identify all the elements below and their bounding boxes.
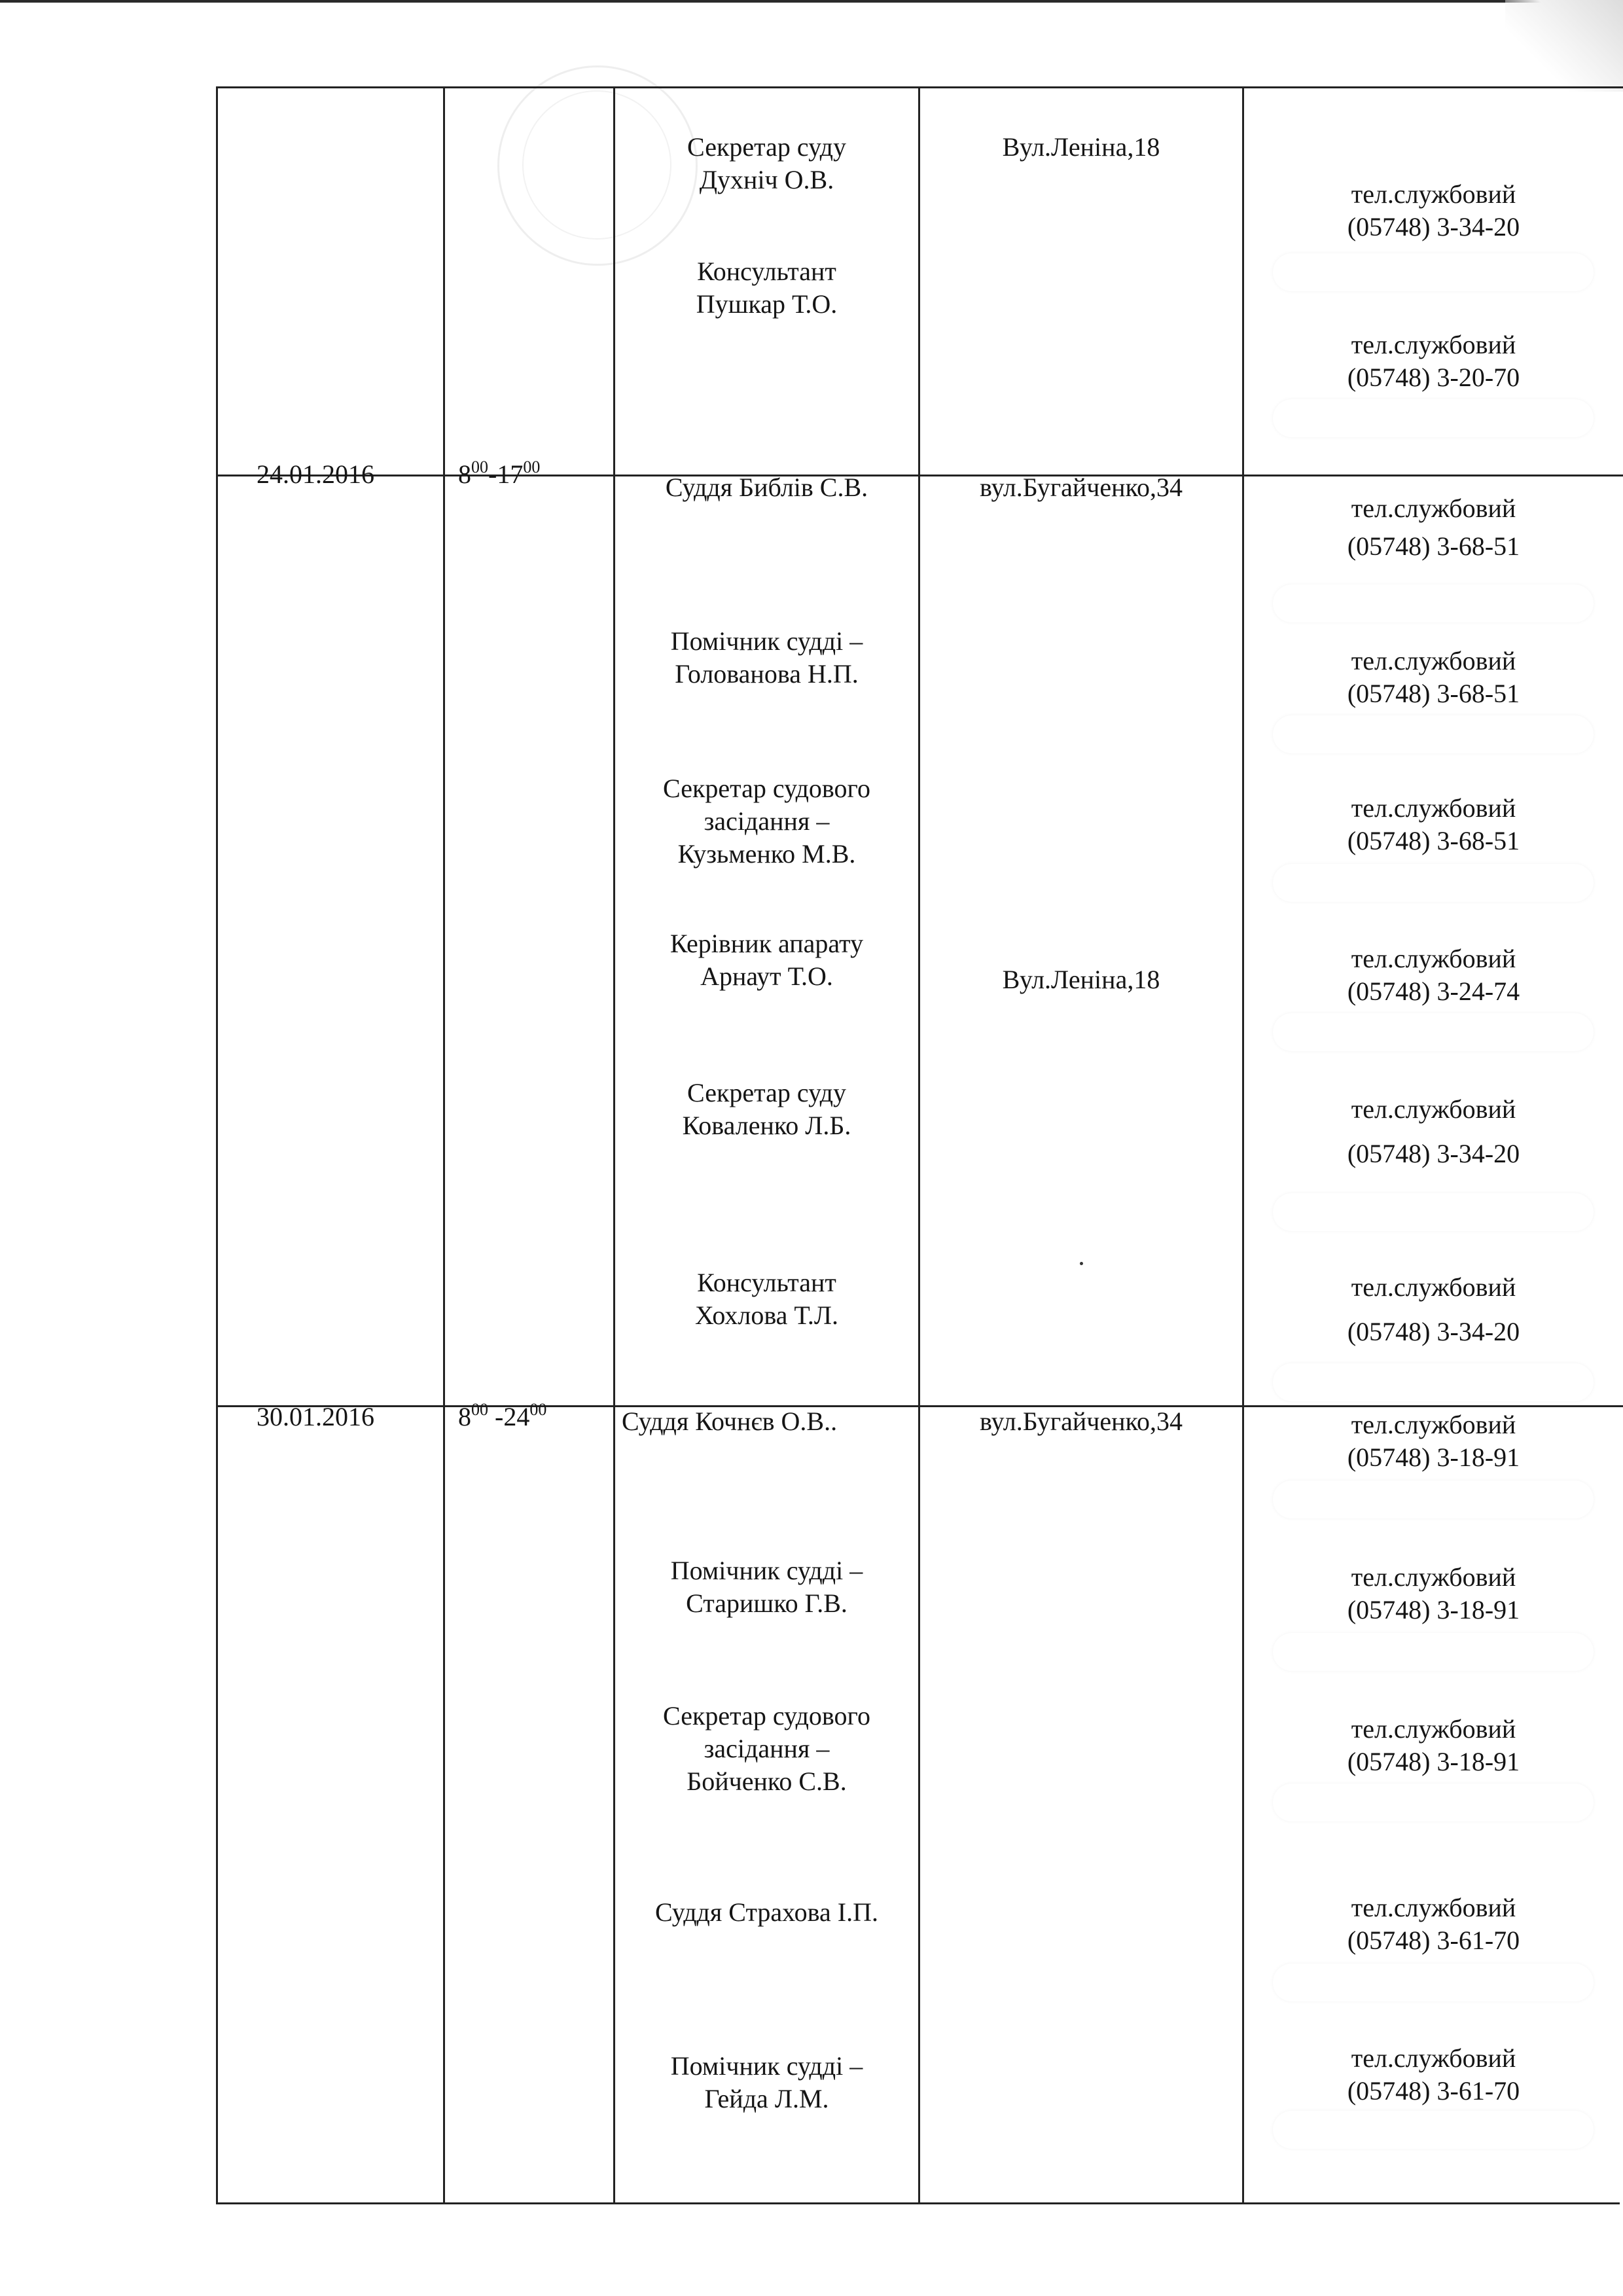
position-text: Консультант bbox=[697, 257, 836, 286]
redaction-mark bbox=[1273, 1363, 1594, 1401]
person-name: Коваленко Л.Б. bbox=[682, 1111, 851, 1140]
table-row bbox=[615, 1077, 918, 1142]
hours-end-minutes: 00 bbox=[529, 1400, 547, 1419]
person-name: Голованова Н.П. bbox=[675, 659, 859, 689]
redaction-mark bbox=[1273, 1480, 1594, 1518]
page-top-edge bbox=[0, 0, 1623, 13]
phone-label: тел.службовий bbox=[1351, 646, 1516, 675]
person-name: Духнiч О.В. bbox=[699, 165, 834, 194]
position-text: Консультант bbox=[697, 1268, 836, 1297]
position-text: Секретар суду bbox=[687, 132, 846, 162]
position-text: засiдання – bbox=[704, 1734, 830, 1763]
phone-cell bbox=[1244, 178, 1623, 243]
position-text: Секретар судового bbox=[663, 774, 870, 803]
duty-date: 24.01.2016 bbox=[257, 459, 374, 489]
ink-speck bbox=[1080, 1262, 1083, 1265]
duty-hours bbox=[458, 458, 540, 491]
redaction-mark bbox=[1273, 1633, 1594, 1671]
redaction-mark bbox=[1273, 1193, 1594, 1231]
hours-end: 17 bbox=[497, 459, 524, 489]
phone-number: (05748) 3-68-51 bbox=[1347, 679, 1520, 708]
table-row bbox=[615, 255, 918, 321]
hours-start-minutes: 00 bbox=[471, 457, 488, 476]
position-text: Помiчник суддi – bbox=[670, 2051, 863, 2081]
hours-start: 8 bbox=[458, 459, 471, 489]
phone-cell bbox=[1244, 1271, 1623, 1348]
phone-label: тел.службовий bbox=[1351, 330, 1516, 359]
phone-label: тел.службовий bbox=[1351, 1410, 1516, 1439]
phone-cell bbox=[1244, 492, 1623, 563]
phone-cell bbox=[1244, 1408, 1623, 1474]
phone-number: (05748) 3-34-20 bbox=[1347, 212, 1520, 242]
table-row bbox=[615, 2050, 918, 2115]
phone-cell bbox=[1244, 1713, 1623, 1778]
position-text: Помiчник суддi – bbox=[670, 626, 863, 656]
phone-number: (05748) 3-61-70 bbox=[1347, 2076, 1520, 2106]
phone-label: тел.службовий bbox=[1351, 1562, 1516, 1592]
hours-end-minutes: 00 bbox=[523, 457, 541, 476]
hours-end: 24 bbox=[503, 1402, 530, 1431]
redaction-mark bbox=[1273, 584, 1594, 622]
phone-cell bbox=[1244, 942, 1623, 1008]
person-name: Кузьменко М.В. bbox=[677, 839, 856, 869]
person-name: Гейда Л.М. bbox=[704, 2084, 829, 2113]
address-text: вул.Бугайченко,34 bbox=[980, 473, 1183, 502]
table-row bbox=[615, 1554, 918, 1620]
redaction-mark bbox=[1273, 864, 1594, 902]
phone-number: (05748) 3-18-91 bbox=[1347, 1747, 1520, 1776]
table-row bbox=[615, 1896, 918, 1929]
hours-separator: - bbox=[488, 459, 497, 489]
phone-label: тел.службовий bbox=[1351, 944, 1516, 973]
table-row bbox=[615, 625, 918, 691]
redaction-mark bbox=[1273, 715, 1594, 753]
person-name: Старишко Г.В. bbox=[686, 1588, 847, 1618]
phone-cell bbox=[1244, 792, 1623, 857]
address-text: Вул.Ленiна,18 bbox=[1002, 965, 1160, 994]
position-text: Секретар судового bbox=[663, 1701, 870, 1731]
phone-cell bbox=[1244, 1561, 1623, 1626]
table-col-rule-3 bbox=[613, 86, 615, 2204]
phone-cell bbox=[1244, 2042, 1623, 2108]
hours-separator: - bbox=[488, 1402, 504, 1431]
phone-number: (05748) 3-34-20 bbox=[1347, 1139, 1520, 1168]
phone-cell bbox=[1244, 1892, 1623, 1957]
phone-cell bbox=[1244, 645, 1623, 710]
table-row bbox=[615, 1266, 918, 1332]
table-row bbox=[615, 131, 918, 196]
phone-number: (05748) 3-18-91 bbox=[1347, 1595, 1520, 1624]
phone-cell bbox=[1244, 1093, 1623, 1170]
table-col-rule-1 bbox=[216, 86, 218, 2204]
table-col-rule-4 bbox=[918, 86, 920, 2204]
redaction-mark bbox=[1273, 1784, 1594, 1821]
table-col-rule-2 bbox=[443, 86, 445, 2204]
phone-label: тел.службовий bbox=[1351, 179, 1516, 209]
phone-number: (05748) 3-61-70 bbox=[1347, 1926, 1520, 1955]
phone-label: тел.службовий bbox=[1351, 1094, 1516, 1124]
redaction-mark bbox=[1273, 399, 1594, 437]
phone-number: (05748) 3-34-20 bbox=[1347, 1317, 1520, 1346]
phone-cell bbox=[1244, 329, 1623, 394]
position-text: Помiчник суддi – bbox=[670, 1556, 863, 1585]
address-text: вул.Бугайченко,34 bbox=[980, 1407, 1183, 1436]
phone-label: тел.службовий bbox=[1351, 493, 1516, 523]
table-row bbox=[615, 772, 918, 870]
person-name: Хохлова Т.Л. bbox=[694, 1300, 838, 1330]
hours-start-minutes: 00 bbox=[471, 1400, 488, 1419]
duty-date: 30.01.2016 bbox=[257, 1402, 374, 1431]
table-row bbox=[615, 471, 918, 504]
phone-label: тел.службовий bbox=[1351, 1714, 1516, 1744]
phone-number: (05748) 3-18-91 bbox=[1347, 1443, 1520, 1472]
duty-hours bbox=[458, 1401, 546, 1433]
phone-label: тел.службовий bbox=[1351, 2043, 1516, 2073]
phone-number: (05748) 3-20-70 bbox=[1347, 363, 1520, 392]
position-text: Керiвник апарату bbox=[669, 929, 864, 958]
redaction-mark bbox=[1273, 1964, 1594, 2001]
phone-number: (05748) 3-68-51 bbox=[1347, 531, 1520, 561]
position-text: Суддя Библiв С.В. bbox=[665, 473, 868, 502]
phone-label: тел.службовий bbox=[1351, 1893, 1516, 1922]
folded-corner bbox=[1505, 0, 1623, 92]
redaction-mark bbox=[1273, 1013, 1594, 1051]
phone-number: (05748) 3-68-51 bbox=[1347, 826, 1520, 855]
position-text: Суддя Кочнєв О.В.. bbox=[622, 1407, 838, 1436]
person-name: Бойченко С.В. bbox=[687, 1767, 847, 1796]
redaction-mark bbox=[1273, 2111, 1594, 2149]
person-name: Арнаут Т.О. bbox=[700, 961, 833, 991]
person-name: Пушкар Т.О. bbox=[696, 289, 838, 319]
phone-number: (05748) 3-24-74 bbox=[1347, 977, 1520, 1006]
table-row bbox=[622, 1405, 837, 1438]
address-text: Вул.Ленiна,18 bbox=[1002, 132, 1160, 162]
position-text: Секретар суду bbox=[687, 1078, 846, 1107]
position-text: Суддя Страхова I.П. bbox=[655, 1897, 878, 1927]
table-row bbox=[615, 1700, 918, 1798]
redaction-mark bbox=[1273, 253, 1594, 291]
phone-label: тел.службовий bbox=[1351, 793, 1516, 823]
table-row bbox=[615, 927, 918, 993]
hours-start: 8 bbox=[458, 1402, 471, 1431]
phone-label: тел.службовий bbox=[1351, 1272, 1516, 1302]
position-text: засiдання – bbox=[704, 806, 830, 836]
